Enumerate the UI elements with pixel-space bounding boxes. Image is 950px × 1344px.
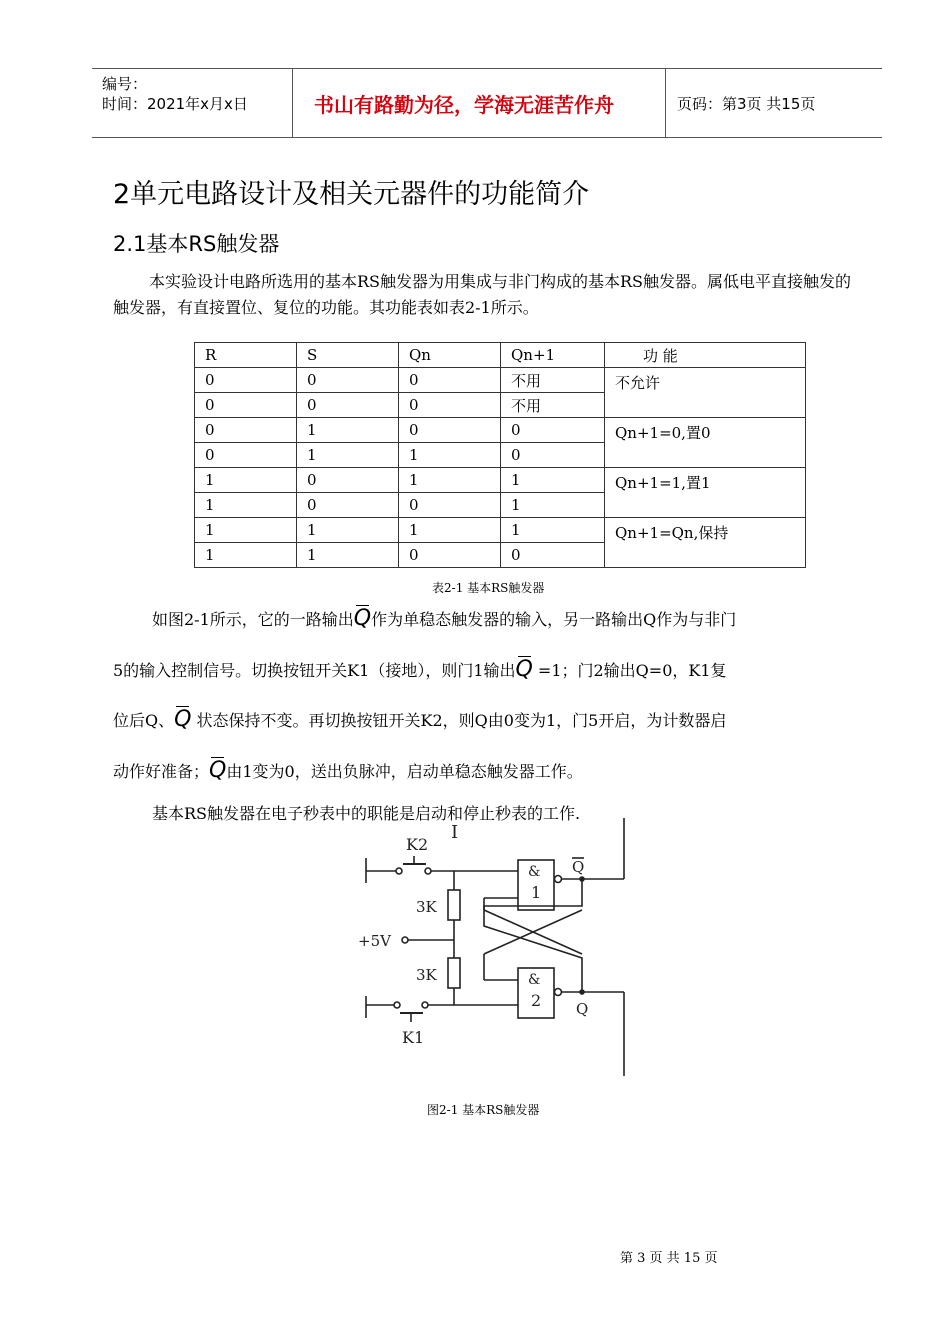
document-time-label: 时间：2021年x月x日 [102,95,248,113]
document-number-label: 编号： [102,75,148,93]
table-header-cell: S [297,343,399,368]
table-cell: 1 [399,468,501,493]
resistor-r2 [448,958,460,988]
table-row [195,418,806,443]
body-text: =1；门2输出Q=0，K1复 [532,661,727,680]
body-text: 5的输入控制信号。切换按钮开关K1（接地），则门1输出 [113,661,516,680]
table-cell: 1 [501,493,605,518]
k2-contact [425,868,431,874]
table-cell: 0 [399,493,501,518]
section-title: 2单元电路设计及相关元器件的功能简介 [113,179,590,210]
table-cell: 不用 [501,393,605,418]
gate2-inverter-bubble [555,989,562,996]
table-row [195,368,806,393]
gate2-symbol: & [528,972,541,988]
page-header [92,68,882,138]
header-page-number: 页码：第3页 共15页 [677,95,816,113]
k1-contact [394,1002,400,1008]
table-cell: 1 [195,518,297,543]
function-cell: Qn+1=1,置1 [605,468,806,518]
body-line: 基本RS触发器在电子秒表中的职能是启动和停止秒表的工作. [152,804,581,823]
table-header-cell: 功 能 [605,343,806,368]
page-footer: 第 3 页 共 15 页 [620,1251,718,1266]
header-page-cell [665,69,882,137]
rs-flipflop-circuit [350,818,650,1083]
figure-caption: 图2-1 基本RS触发器 [427,1103,540,1117]
table-cell: 0 [195,393,297,418]
table-cell: 1 [195,468,297,493]
table-cell: 0 [297,393,399,418]
table-cell: 1 [297,443,399,468]
body-line [152,604,736,630]
resistor-r1 [448,890,460,920]
k2-contact [396,868,402,874]
table-cell: 0 [297,368,399,393]
qbar-output-label: Q [572,858,585,876]
r1-label: 3K [416,898,437,916]
function-cell: 不允许 [605,368,806,418]
table-row [195,518,806,543]
function-cell: Qn+1=Qn,保持 [605,518,806,568]
table-cell: 0 [195,443,297,468]
q-bar-symbol: Q [515,657,533,682]
table-cell: 1 [297,543,399,568]
table-cell: 0 [195,418,297,443]
body-line [113,655,727,681]
body-text: 作为单稳态触发器的输入，另一路输出Q作为与非门 [371,610,737,629]
table-cell: 1 [399,443,501,468]
header-meta-cell [92,69,293,137]
k1-contact [422,1002,428,1008]
body-text: 如图2-1所示，它的一路输出 [152,610,354,629]
table-cell: 0 [501,443,605,468]
function-table [194,342,806,568]
gate1-symbol: & [528,864,541,880]
q-bar-symbol: Q [209,758,227,783]
body-text: 由1变为0，送出负脉冲，启动单稳态触发器工作。 [226,762,583,781]
table-cell: 1 [297,418,399,443]
r2-label: 3K [416,966,437,984]
vcc-terminal [402,937,408,943]
table-cell: 1 [195,493,297,518]
k2-label: K2 [406,835,429,854]
vcc-label: +5V [358,932,391,950]
input-label: I [451,822,459,843]
table-header-cell: Qn [399,343,501,368]
motto-text: 书山有路勤为径，学海无涯苦作舟 [314,93,614,117]
table-header-cell: R [195,343,297,368]
table-header-cell: Qn+1 [501,343,605,368]
table-cell: 1 [297,518,399,543]
table-row [195,468,806,493]
table-cell: 1 [501,468,605,493]
table-cell: 0 [399,543,501,568]
table-cell: 0 [399,393,501,418]
table-cell: 1 [195,543,297,568]
table-cell: 0 [399,368,501,393]
function-cell: Qn+1=0,置0 [605,418,806,468]
intro-paragraph: 本实验设计电路所选用的基本RS触发器为用集成与非门构成的基本RS触发器。属低电平直接触发的触发器，有直接置位、复位的功能。其功能表如表2-1所示。 [113,272,852,317]
body-text: 状态保持不变。再切换按钮开关K2，则Q由0变为1，门5开启，为计数器启 [191,711,727,730]
k1-label: K1 [402,1028,425,1047]
table-caption: 表2-1 基本RS触发器 [432,581,545,595]
table-cell: 1 [399,518,501,543]
q-output-label: Q [576,1000,589,1018]
table-cell: 0 [195,368,297,393]
table-cell: 0 [501,418,605,443]
subsection-title: 2.1基本RS触发器 [113,232,280,256]
table-header-row [195,343,806,368]
gate1-inverter-bubble [555,876,562,883]
q-bar-symbol: Q [174,707,192,732]
body-line [113,705,726,731]
table-cell: 0 [297,468,399,493]
gate1-number: 1 [531,883,542,902]
gate2-number: 2 [531,991,542,1010]
body-line [113,756,583,782]
q-bar-symbol: Q [353,606,372,631]
table-cell: 1 [501,518,605,543]
body-text: 动作好准备； [113,762,210,781]
table-cell: 0 [297,493,399,518]
table-cell: 0 [399,418,501,443]
table-cell: 0 [501,543,605,568]
table-cell: 不用 [501,368,605,393]
header-motto-cell [292,69,666,137]
body-text: 位后Q、 [113,711,175,730]
